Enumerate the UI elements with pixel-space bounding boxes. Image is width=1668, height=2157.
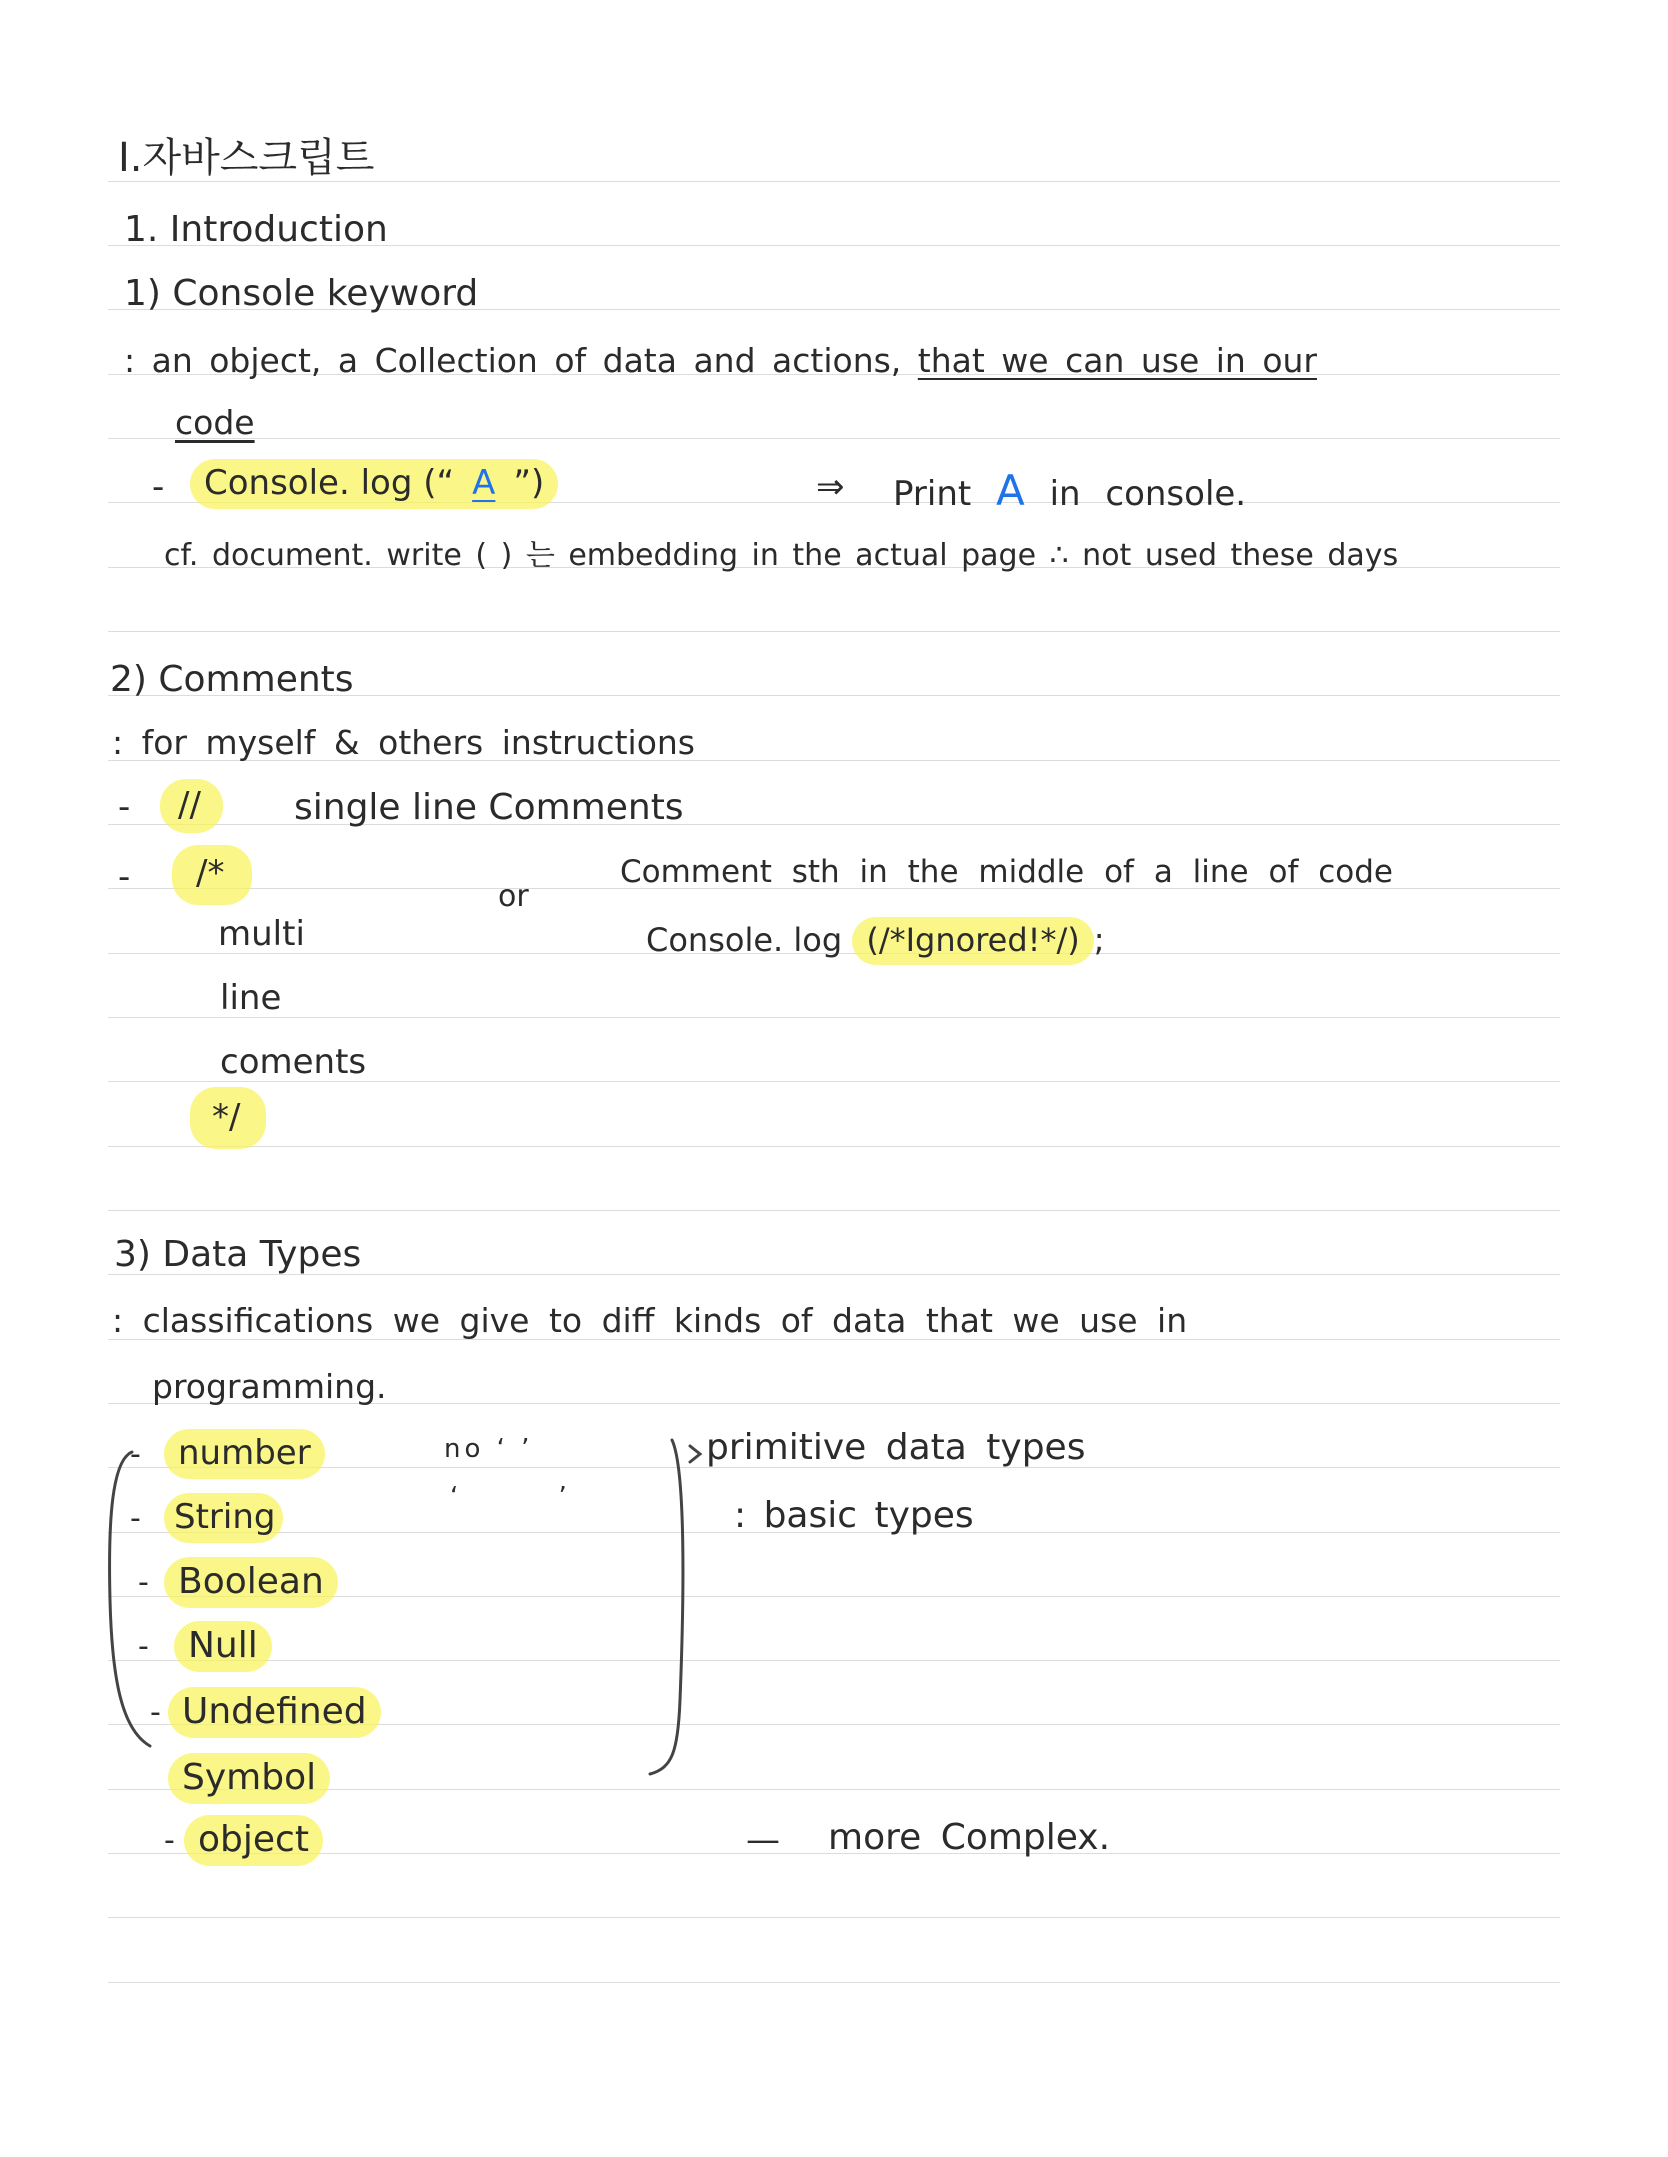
data-types-description-1: : classifications we give to diff kinds of data that we use in [112,1301,1188,1340]
data-types-description-2: programming. [152,1367,387,1406]
print-arrow: ⇒ [816,467,845,507]
multi-comment-close-highlight: */ [190,1087,266,1149]
console-log-value: A [472,463,496,503]
console-definition-text: : an object, a Collection of data and actions, [124,341,902,380]
console-heading: 1) Console keyword [124,273,479,314]
inline-code-highlight: (/*Ignored!*/) [852,917,1093,965]
console-log-prefix: Console. log (“ [204,463,455,503]
comments-description: : for myself & others instructions [112,723,695,762]
single-comment-dash: - [118,787,131,827]
complex-dash: — [746,1820,780,1860]
type-dash-string: - [130,1501,141,1536]
inline-code-prefix: Console. log [646,921,843,959]
console-log-dash: - [152,467,165,507]
type-null-highlight: Null [174,1621,272,1672]
type-undefined-highlight: Undefined [168,1687,381,1738]
intro-heading: 1. Introduction [124,209,388,250]
bracket-tick [690,1446,700,1462]
type-dash-object: - [164,1823,175,1858]
type-symbol-highlight: Symbol [168,1753,330,1804]
console-definition-underlined: that we can use in our [917,341,1318,380]
type-string-highlight: String [164,1493,283,1543]
more-complex-label: more Complex. [828,1817,1111,1858]
multi-comment-line-2: line [220,978,282,1018]
primitive-data-types-label: primitive data types [706,1427,1086,1468]
right-bracket-line [650,1440,683,1774]
print-value: A [996,466,1025,515]
print-prefix: Print [893,474,972,514]
print-suffix: in console. [1049,474,1247,514]
no-quotes-note: no ‘ ’ [444,1434,534,1464]
console-definition-cont: code [175,403,255,442]
comments-heading: 2) Comments [110,659,354,700]
cf-document-write-note: cf. document. write ( ) 는 embedding in the actual page ∴ not used these days [164,538,1399,573]
quotes-note: ‘ ’ [450,1482,613,1512]
type-dash-null: - [138,1629,149,1664]
multi-comment-line-3: coments [220,1042,367,1082]
single-comment-text: single line Comments [294,787,684,828]
type-dash-undefined: - [150,1695,161,1730]
multi-comment-line-1: multi [218,914,305,954]
or-label: or [498,879,529,914]
type-object-highlight: object [184,1815,323,1866]
basic-types-label: : basic types [734,1495,974,1536]
inline-code-suffix: ; [1093,921,1105,959]
data-types-heading: 3) Data Types [114,1234,362,1275]
left-bracket-line [110,1452,150,1746]
type-boolean-highlight: Boolean [164,1557,338,1608]
page-title: Ⅰ.자바스크립트 [118,135,375,181]
type-number-highlight: number [164,1429,325,1479]
single-comment-mark-highlight: // [160,779,223,833]
multi-comment-dash: - [118,857,131,897]
inline-comment-description: Comment sth in the middle of a line of code [620,854,1393,890]
type-dash-number: - [130,1437,141,1472]
console-log-suffix: ”) [513,463,545,503]
type-dash-boolean: - [138,1565,149,1600]
multi-comment-open-highlight: /* [172,845,252,905]
